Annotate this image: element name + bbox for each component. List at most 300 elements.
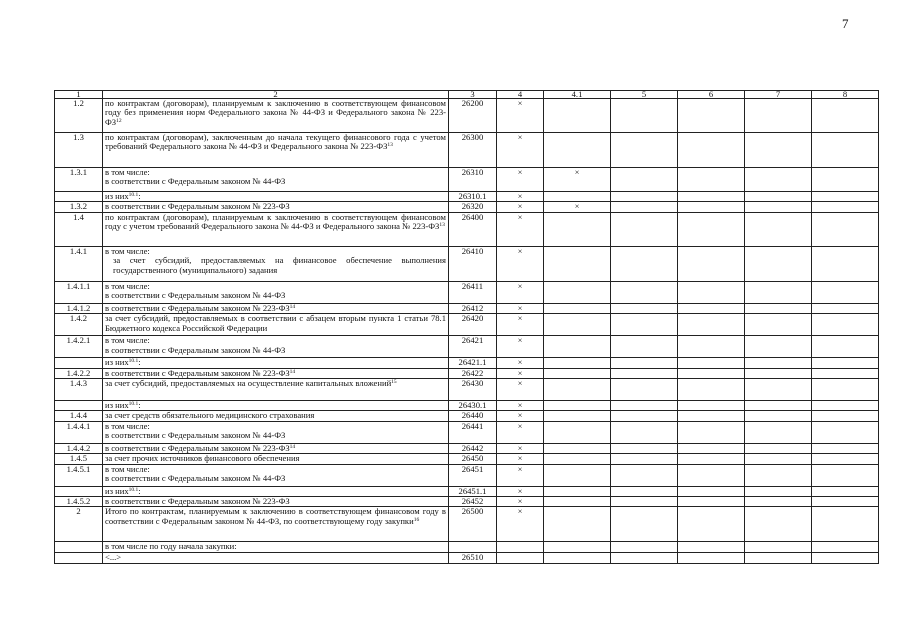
empty-cell-col7 xyxy=(745,303,812,313)
footnote-ref: 10.1 xyxy=(128,192,139,198)
empty-cell-col5 xyxy=(611,168,678,192)
empty-cell-col8 xyxy=(812,411,879,421)
col4-mark xyxy=(497,542,544,552)
empty-cell-col7 xyxy=(745,542,812,552)
empty-cell-col8 xyxy=(812,454,879,464)
col41-mark xyxy=(544,411,611,421)
table-row xyxy=(55,486,879,496)
row-code: 26422 xyxy=(449,368,497,378)
row-number xyxy=(55,486,103,496)
empty-cell-col5 xyxy=(611,336,678,358)
col4-mark: × xyxy=(497,192,544,202)
empty-cell-col6 xyxy=(678,246,745,281)
row-description xyxy=(103,368,449,378)
header-cell: 4.1 xyxy=(544,91,611,99)
col41-mark xyxy=(544,464,611,486)
row-description xyxy=(103,379,449,401)
col41-mark xyxy=(544,507,611,542)
row-number: 1.4.1.1 xyxy=(55,281,103,303)
empty-cell-col5 xyxy=(611,454,678,464)
empty-cell-col5 xyxy=(611,133,678,168)
row-number: 1.2 xyxy=(55,99,103,133)
table-row xyxy=(55,552,879,563)
description-tail: : xyxy=(138,486,141,496)
col41-mark xyxy=(544,192,611,202)
row-number: 1.4.4.2 xyxy=(55,443,103,453)
col41-mark xyxy=(544,379,611,401)
empty-cell-col8 xyxy=(812,486,879,496)
description-subtext: за счет субсидий, предоставляемых на финансовое обеспечение выполнения государственного (муниципального) задания xyxy=(113,255,446,275)
row-code: 26300 xyxy=(449,133,497,168)
col41-mark xyxy=(544,358,611,368)
row-code: 26430.1 xyxy=(449,401,497,411)
empty-cell-col8 xyxy=(812,552,879,563)
col4-mark: × xyxy=(497,314,544,336)
empty-cell-col7 xyxy=(745,358,812,368)
empty-cell-col6 xyxy=(678,542,745,552)
col41-mark xyxy=(544,314,611,336)
row-description xyxy=(103,507,449,542)
header-cell: 3 xyxy=(449,91,497,99)
row-code: 26451.1 xyxy=(449,486,497,496)
row-description xyxy=(103,281,449,303)
empty-cell-col8 xyxy=(812,464,879,486)
empty-cell-col6 xyxy=(678,192,745,202)
table-row xyxy=(55,443,879,453)
empty-cell-col5 xyxy=(611,192,678,202)
empty-cell-col8 xyxy=(812,99,879,133)
col4-mark: × xyxy=(497,133,544,168)
row-description xyxy=(103,202,449,212)
table-row xyxy=(55,212,879,246)
row-code: 26412 xyxy=(449,303,497,313)
row-number: 1.4.1 xyxy=(55,246,103,281)
description-text: в том числе по году начала закупки: xyxy=(105,541,237,552)
row-number: 1.4.4.1 xyxy=(55,421,103,443)
footnote-ref: 13 xyxy=(387,142,393,149)
empty-cell-col6 xyxy=(678,507,745,542)
empty-cell-col7 xyxy=(745,192,812,202)
row-description xyxy=(103,212,449,246)
empty-cell-col7 xyxy=(745,401,812,411)
table-row xyxy=(55,168,879,192)
col4-mark: × xyxy=(497,486,544,496)
col41-mark: × xyxy=(544,168,611,192)
empty-cell-col6 xyxy=(678,99,745,133)
empty-cell-col5 xyxy=(611,303,678,313)
empty-cell-col7 xyxy=(745,421,812,443)
col4-mark: × xyxy=(497,464,544,486)
empty-cell-col8 xyxy=(812,507,879,542)
header-cell: 5 xyxy=(611,91,678,99)
row-code: 26310 xyxy=(449,168,497,192)
col41-mark xyxy=(544,443,611,453)
empty-cell-col6 xyxy=(678,552,745,563)
table-row xyxy=(55,99,879,133)
row-code: 26441 xyxy=(449,421,497,443)
page-number: 7 xyxy=(842,16,849,31)
description-text: в соответствии с Федеральным законом № 223-ФЗ xyxy=(105,368,290,378)
row-code: 26440 xyxy=(449,411,497,421)
row-number: 1.4.2 xyxy=(55,314,103,336)
empty-cell-col5 xyxy=(611,497,678,507)
row-number xyxy=(55,552,103,563)
table-row xyxy=(55,303,879,313)
empty-cell-col6 xyxy=(678,336,745,358)
row-code: 26510 xyxy=(449,552,497,563)
empty-cell-col8 xyxy=(812,192,879,202)
row-number xyxy=(55,542,103,552)
row-number: 2 xyxy=(55,507,103,542)
empty-cell-col5 xyxy=(611,486,678,496)
empty-cell-col5 xyxy=(611,401,678,411)
row-description xyxy=(103,336,449,358)
col4-mark: × xyxy=(497,336,544,358)
description-text: за счет субсидий, предоставляемых на осуществление капитальных вложений xyxy=(105,378,392,389)
row-code: 26421.1 xyxy=(449,358,497,368)
empty-cell-col8 xyxy=(812,303,879,313)
empty-cell-col7 xyxy=(745,246,812,281)
empty-cell-col5 xyxy=(611,202,678,212)
row-description xyxy=(103,246,449,281)
header-cell: 7 xyxy=(745,91,812,99)
empty-cell-col7 xyxy=(745,281,812,303)
table-row xyxy=(55,314,879,336)
row-description xyxy=(103,303,449,313)
header-cell: 8 xyxy=(812,91,879,99)
empty-cell-col7 xyxy=(745,202,812,212)
empty-cell-col7 xyxy=(745,314,812,336)
description-text: из них xyxy=(105,400,129,411)
footnote-ref: 13 xyxy=(439,222,445,229)
empty-cell-col6 xyxy=(678,314,745,336)
footnote-ref: 12 xyxy=(116,117,122,124)
empty-cell-col6 xyxy=(678,401,745,411)
table-row xyxy=(55,379,879,401)
col4-mark: × xyxy=(497,411,544,421)
empty-cell-col8 xyxy=(812,314,879,336)
col4-mark: × xyxy=(497,379,544,401)
empty-cell-col5 xyxy=(611,212,678,246)
row-code: 26410 xyxy=(449,246,497,281)
empty-cell-col7 xyxy=(745,336,812,358)
empty-cell-col6 xyxy=(678,443,745,453)
empty-cell-col7 xyxy=(745,212,812,246)
header-row xyxy=(55,91,879,99)
empty-cell-col7 xyxy=(745,168,812,192)
col4-mark: × xyxy=(497,443,544,453)
empty-cell-col5 xyxy=(611,379,678,401)
row-number xyxy=(55,358,103,368)
empty-cell-col7 xyxy=(745,507,812,542)
header-cell: 4 xyxy=(497,91,544,99)
row-number xyxy=(55,192,103,202)
col41-mark xyxy=(544,454,611,464)
empty-cell-col5 xyxy=(611,421,678,443)
table-row xyxy=(55,454,879,464)
description-text: за счет прочих источников финансового обеспечения xyxy=(105,453,300,464)
col41-mark: × xyxy=(544,202,611,212)
row-description xyxy=(103,314,449,336)
row-description xyxy=(103,421,449,443)
row-number: 1.4.3 xyxy=(55,379,103,401)
empty-cell-col8 xyxy=(812,358,879,368)
col4-mark: × xyxy=(497,303,544,313)
empty-cell-col8 xyxy=(812,212,879,246)
description-text: в том числе: в соответствии с Федеральным законом № 44-ФЗ xyxy=(105,464,286,484)
table-row xyxy=(55,421,879,443)
empty-cell-col6 xyxy=(678,281,745,303)
row-number: 1.4.5 xyxy=(55,454,103,464)
empty-cell-col6 xyxy=(678,368,745,378)
empty-cell-col7 xyxy=(745,497,812,507)
empty-cell-col5 xyxy=(611,464,678,486)
description-text: <...> xyxy=(105,552,122,562)
row-number: 1.4.5.1 xyxy=(55,464,103,486)
table-row xyxy=(55,401,879,411)
table-row xyxy=(55,358,879,368)
empty-cell-col8 xyxy=(812,246,879,281)
row-description xyxy=(103,552,449,563)
col4-mark: × xyxy=(497,99,544,133)
empty-cell-col5 xyxy=(611,411,678,421)
empty-cell-col8 xyxy=(812,379,879,401)
row-code: 26310.1 xyxy=(449,192,497,202)
empty-cell-col6 xyxy=(678,454,745,464)
description-text: за счет субсидий, предоставляемых в соответствии с абзацем вторым пункта 1 статьи 78.1 Бюджетного кодекса Российской Федерации xyxy=(105,313,446,333)
header-cell: 1 xyxy=(55,91,103,99)
row-number: 1.4.4 xyxy=(55,411,103,421)
row-description xyxy=(103,464,449,486)
empty-cell-col6 xyxy=(678,411,745,421)
empty-cell-col6 xyxy=(678,486,745,496)
empty-cell-col7 xyxy=(745,464,812,486)
empty-cell-col6 xyxy=(678,133,745,168)
col4-mark: × xyxy=(497,202,544,212)
row-code: 26320 xyxy=(449,202,497,212)
col41-mark xyxy=(544,99,611,133)
empty-cell-col7 xyxy=(745,552,812,563)
row-code xyxy=(449,542,497,552)
empty-cell-col8 xyxy=(812,421,879,443)
row-number: 1.3.1 xyxy=(55,168,103,192)
empty-cell-col5 xyxy=(611,246,678,281)
empty-cell-col6 xyxy=(678,202,745,212)
empty-cell-col8 xyxy=(812,336,879,358)
row-code: 26430 xyxy=(449,379,497,401)
description-text: по контрактам (договорам), планируемым к заключению в соответствующем финансовом году с учетом требований Федерального закона № 44-ФЗ и Федерального закона № 223-ФЗ xyxy=(105,212,446,232)
empty-cell-col8 xyxy=(812,443,879,453)
table-row xyxy=(55,368,879,378)
row-description xyxy=(103,133,449,168)
row-description xyxy=(103,542,449,552)
col41-mark xyxy=(544,281,611,303)
header-cell: 2 xyxy=(103,91,449,99)
description-text: в том числе: xyxy=(105,246,150,256)
empty-cell-col6 xyxy=(678,212,745,246)
row-number: 1.3.2 xyxy=(55,202,103,212)
row-number: 1.4.5.2 xyxy=(55,497,103,507)
empty-cell-col7 xyxy=(745,454,812,464)
row-description xyxy=(103,168,449,192)
empty-cell-col5 xyxy=(611,358,678,368)
row-code: 26450 xyxy=(449,454,497,464)
col4-mark: × xyxy=(497,401,544,411)
table-row xyxy=(55,542,879,552)
description-text: из них xyxy=(105,357,129,368)
empty-cell-col7 xyxy=(745,411,812,421)
row-number: 1.4.1.2 xyxy=(55,303,103,313)
col41-mark xyxy=(544,246,611,281)
table-row xyxy=(55,411,879,421)
table-row xyxy=(55,507,879,542)
empty-cell-col7 xyxy=(745,99,812,133)
empty-cell-col5 xyxy=(611,99,678,133)
description-text: в соответствии с Федеральным законом № 223-ФЗ xyxy=(105,443,290,453)
empty-cell-col8 xyxy=(812,133,879,168)
col4-mark xyxy=(497,552,544,563)
row-description xyxy=(103,192,449,202)
col4-mark: × xyxy=(497,246,544,281)
empty-cell-col5 xyxy=(611,507,678,542)
row-description xyxy=(103,358,449,368)
row-code: 26200 xyxy=(449,99,497,133)
description-tail: : xyxy=(138,191,141,201)
description-text: в соответствии с Федеральным законом № 223-ФЗ xyxy=(105,201,290,212)
row-description xyxy=(103,99,449,133)
row-description xyxy=(103,401,449,411)
col41-mark xyxy=(544,212,611,246)
col4-mark: × xyxy=(497,507,544,542)
table-row xyxy=(55,133,879,168)
col4-mark: × xyxy=(497,368,544,378)
empty-cell-col8 xyxy=(812,281,879,303)
row-description xyxy=(103,443,449,453)
col41-mark xyxy=(544,401,611,411)
table-row xyxy=(55,202,879,212)
description-tail: : xyxy=(138,400,141,411)
row-description xyxy=(103,497,449,507)
description-text: в соответствии с Федеральным законом № 223-ФЗ xyxy=(105,303,290,313)
description-text: в том числе: в соответствии с Федеральным законом № 44-ФЗ xyxy=(105,421,286,441)
col4-mark: × xyxy=(497,358,544,368)
empty-cell-col5 xyxy=(611,368,678,378)
empty-cell-col7 xyxy=(745,486,812,496)
col41-mark xyxy=(544,368,611,378)
empty-cell-col7 xyxy=(745,379,812,401)
row-number xyxy=(55,401,103,411)
empty-cell-col5 xyxy=(611,552,678,563)
footnote-ref: 15 xyxy=(391,379,397,386)
header-cell: 6 xyxy=(678,91,745,99)
col41-mark xyxy=(544,552,611,563)
empty-cell-col6 xyxy=(678,421,745,443)
empty-cell-col7 xyxy=(745,443,812,453)
col4-mark: × xyxy=(497,168,544,192)
col41-mark xyxy=(544,421,611,443)
empty-cell-col5 xyxy=(611,281,678,303)
empty-cell-col6 xyxy=(678,358,745,368)
row-code: 26400 xyxy=(449,212,497,246)
row-number: 1.4 xyxy=(55,212,103,246)
row-code: 26452 xyxy=(449,497,497,507)
col4-mark: × xyxy=(497,421,544,443)
col41-mark xyxy=(544,336,611,358)
description-text: из них xyxy=(105,191,129,201)
description-text: по контрактам (договорам), заключенным до начала текущего финансового года с учетом требований Федерального закона № 44-ФЗ и Федерального закона № 223-ФЗ xyxy=(105,132,446,152)
row-number: 1.4.2.2 xyxy=(55,368,103,378)
empty-cell-col8 xyxy=(812,497,879,507)
row-description xyxy=(103,411,449,421)
col41-mark xyxy=(544,303,611,313)
footnote-ref: 10.1 xyxy=(128,486,139,493)
col41-mark xyxy=(544,133,611,168)
table-row xyxy=(55,246,879,281)
table-row xyxy=(55,192,879,202)
description-text: по контрактам (договорам), планируемым к заключению в соответствующем финансовом году без применения норм Федерального закона № 44-ФЗ и Федерального закона № 223-ФЗ xyxy=(105,98,446,127)
table-row xyxy=(55,281,879,303)
row-description xyxy=(103,454,449,464)
row-code: 26451 xyxy=(449,464,497,486)
footnote-ref: 16 xyxy=(413,516,420,523)
financial-table xyxy=(54,90,879,564)
empty-cell-col8 xyxy=(812,368,879,378)
col41-mark xyxy=(544,497,611,507)
empty-cell-col5 xyxy=(611,314,678,336)
empty-cell-col8 xyxy=(812,202,879,212)
empty-cell-col5 xyxy=(611,443,678,453)
col4-mark: × xyxy=(497,281,544,303)
empty-cell-col7 xyxy=(745,368,812,378)
col4-mark: × xyxy=(497,212,544,246)
footnote-ref: 10.1 xyxy=(128,358,139,365)
empty-cell-col6 xyxy=(678,168,745,192)
row-number: 1.3 xyxy=(55,133,103,168)
col4-mark: × xyxy=(497,454,544,464)
row-code: 26421 xyxy=(449,336,497,358)
table-row xyxy=(55,497,879,507)
description-text: за счет средств обязательного медицинского страхования xyxy=(105,410,315,421)
table-row xyxy=(55,336,879,358)
col41-mark xyxy=(544,542,611,552)
footnote-ref: 14 xyxy=(289,443,296,450)
col4-mark: × xyxy=(497,497,544,507)
description-tail: : xyxy=(138,357,141,368)
col41-mark xyxy=(544,486,611,496)
row-description xyxy=(103,486,449,496)
row-code: 26411 xyxy=(449,281,497,303)
description-text: в соответствии с Федеральным законом № 223-ФЗ xyxy=(105,496,290,507)
empty-cell-col6 xyxy=(678,497,745,507)
footnote-ref: 14 xyxy=(289,303,296,310)
row-code: 26442 xyxy=(449,443,497,453)
description-text: в том числе: в соответствии с Федеральным законом № 44-ФЗ xyxy=(105,281,286,301)
description-text: в том числе: в соответствии с Федеральным законом № 44-ФЗ xyxy=(105,167,286,187)
empty-cell-col5 xyxy=(611,542,678,552)
empty-cell-col8 xyxy=(812,168,879,192)
description-text: Итого по контрактам, планируемым к заключению в соответствующем финансовом году в соответствии с Федеральным законом № 44-ФЗ, по соответствующему году закупки xyxy=(105,506,446,526)
row-code: 26500 xyxy=(449,507,497,542)
row-code: 26420 xyxy=(449,314,497,336)
empty-cell-col8 xyxy=(812,401,879,411)
empty-cell-col6 xyxy=(678,464,745,486)
empty-cell-col6 xyxy=(678,303,745,313)
footnote-ref: 14 xyxy=(289,368,296,375)
description-text: в том числе: в соответствии с Федеральным законом № 44-ФЗ xyxy=(105,335,286,355)
empty-cell-col8 xyxy=(812,542,879,552)
footnote-ref: 10.1 xyxy=(128,401,139,408)
table-row xyxy=(55,464,879,486)
